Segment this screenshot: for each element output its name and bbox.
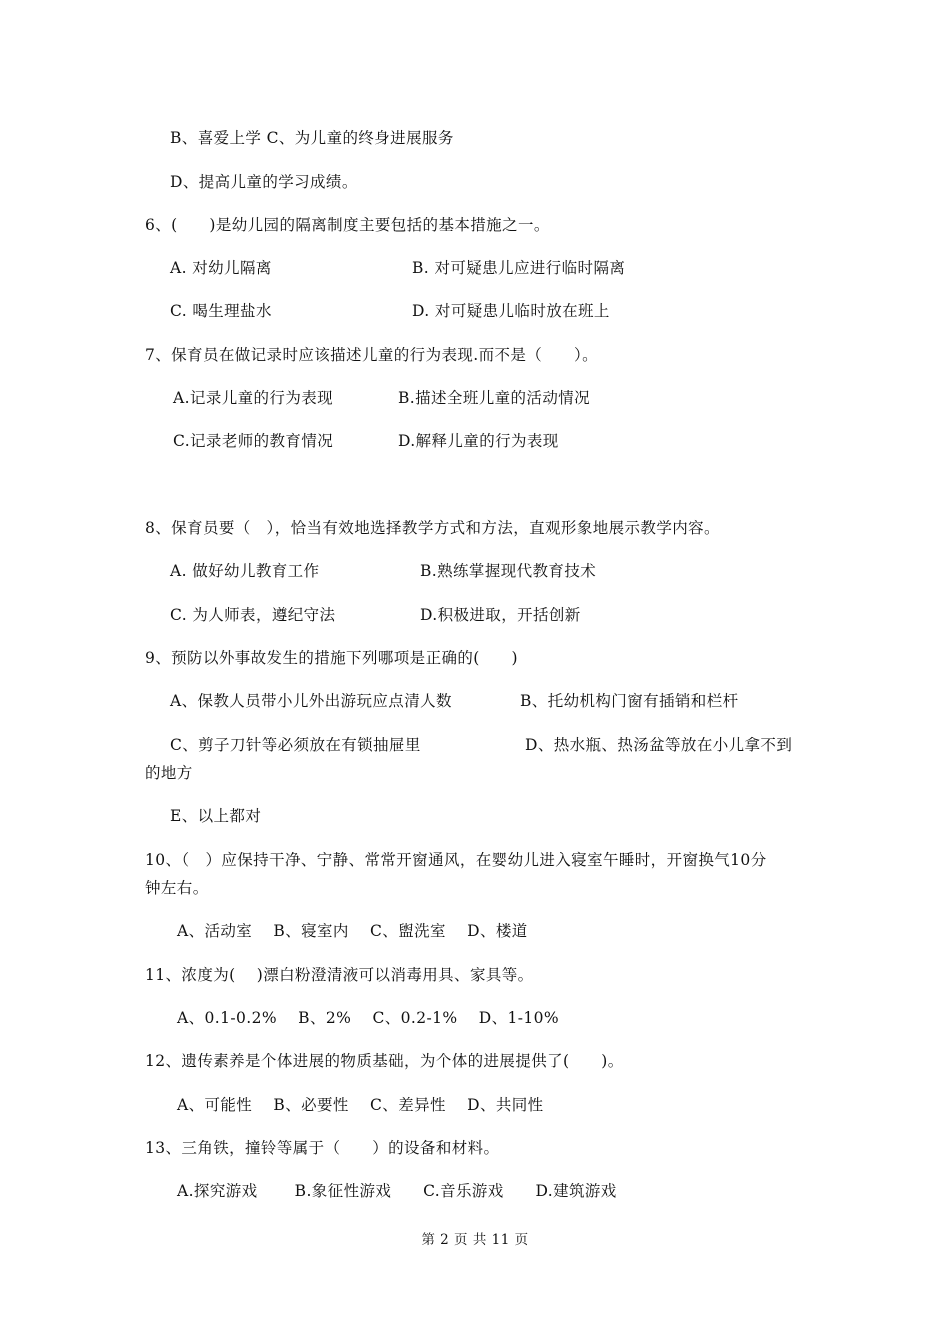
q9-option-b: B、托幼机构门窗有插销和栏杆 [520,692,739,710]
q11-options: A、0.1-0.2% B、2% C、0.2-1% D、1-10% [177,1009,560,1027]
question-9: 9、预防以外事故发生的措施下列哪项是正确的( ) [145,649,518,667]
q8-option-d: D.积极进取，开括创新 [420,606,581,624]
question-12: 12、遗传素养是个体进展的物质基础，为个体的进展提供了( )。 [145,1052,624,1070]
q5-option-d: D、提高儿童的学习成绩。 [170,173,358,191]
question-8: 8、保育员要（ ），恰当有效地选择教学方式和方法，直观形象地展示教学内容。 [145,519,720,537]
q7-option-b: B.描述全班儿童的活动情况 [398,389,591,407]
q7-option-a: A.记录儿童的行为表现 [173,389,334,407]
q9-option-e: E、以上都对 [170,807,262,825]
question-10-continued: 钟左右。 [145,879,209,897]
q6-option-d: D. 对可疑患儿临时放在班上 [412,302,610,320]
q6-option-a: A. 对幼儿隔离 [170,259,272,277]
question-11: 11、浓度为( )漂白粉澄清液可以消毒用具、家具等。 [145,966,534,984]
question-7: 7、保育员在做记录时应该描述儿童的行为表现.而不是（ ）。 [145,346,599,364]
q8-option-a: A. 做好幼儿教育工作 [170,562,320,580]
page-footer: 第 2 页 共 11 页 [421,1232,529,1248]
q7-option-d: D.解释儿童的行为表现 [398,432,559,450]
q8-option-c: C. 为人师表，遵纪守法 [170,606,336,624]
q6-option-b: B. 对可疑患儿应进行临时隔离 [412,259,626,277]
q5-option-b-c: B、喜爱上学 C、为儿童的终身进展服务 [170,129,454,147]
q9-option-d-continued: 的地方 [145,764,193,782]
q8-option-b: B.熟练掌握现代教育技术 [420,562,597,580]
question-10: 10、（ ）应保持干净、宁静、常常开窗通风，在婴幼儿进入寝室午睡时，开窗换气10分 [145,851,767,869]
q12-options: A、可能性 B、必要性 C、差异性 D、共同性 [177,1096,544,1114]
q9-option-a: A、保教人员带小儿外出游玩应点清人数 [170,692,452,710]
q7-option-c: C.记录老师的教育情况 [173,432,334,450]
q9-option-d: D、热水瓶、热汤盆等放在小儿拿不到 [525,736,793,754]
q6-option-c: C. 喝生理盐水 [170,302,272,320]
question-6: 6、( )是幼儿园的隔离制度主要包括的基本措施之一。 [145,216,550,234]
question-13: 13、三角铁，撞铃等属于（ ）的设备和材料。 [145,1139,500,1157]
q13-options: A.探究游戏 B.象征性游戏 C.音乐游戏 D.建筑游戏 [177,1182,617,1200]
q10-options: A、活动室 B、寝室内 C、盥洗室 D、楼道 [177,922,528,940]
q9-option-c: C、剪子刀针等必须放在有锁抽屉里 [170,736,421,754]
